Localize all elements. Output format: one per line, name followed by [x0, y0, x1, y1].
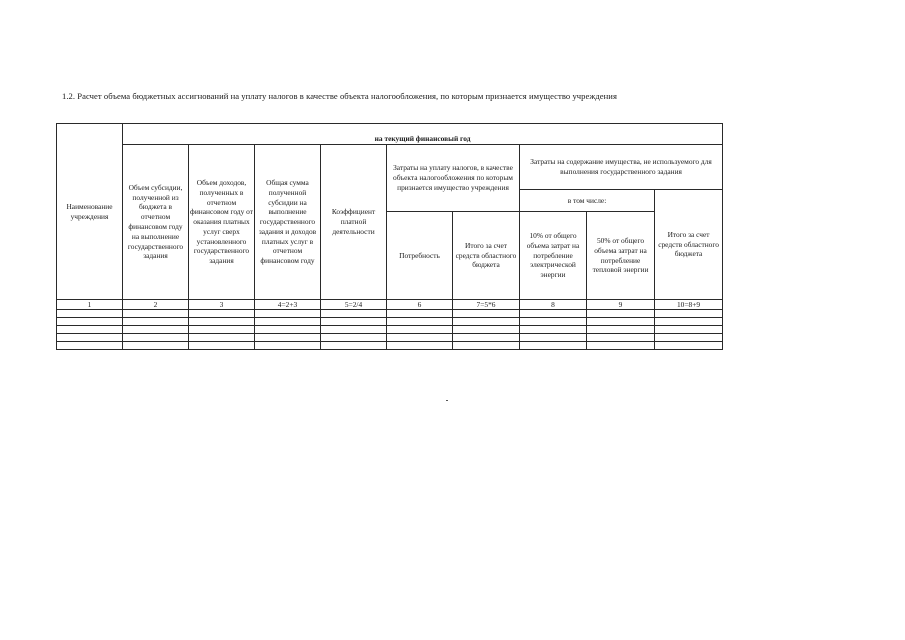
table-cell [321, 318, 387, 326]
table-cell [57, 342, 123, 350]
column-number: 5=2/4 [321, 300, 387, 310]
table-cell [655, 310, 723, 318]
table-cell [57, 334, 123, 342]
column-header-paid-activity-coefficient: Коэффициент платной деятельности [321, 145, 387, 300]
column-number: 7=5*6 [453, 300, 520, 310]
section-heading: 1.2. Расчет объема бюджетных ассигнований на уплату налогов в качестве объекта налогообложения, по которым признается имущество учреждения [62, 91, 617, 101]
table-row [57, 326, 723, 334]
table-cell [520, 326, 587, 334]
table-cell [587, 342, 655, 350]
table-cell [123, 310, 189, 318]
column-header-maintenance-regional-total: Итого за счет средств областного бюджета [655, 190, 723, 300]
column-header-need: Потребность [387, 212, 453, 300]
table-cell [255, 326, 321, 334]
table-cell [123, 334, 189, 342]
table-row [57, 342, 723, 350]
table-cell [321, 334, 387, 342]
table-cell [655, 326, 723, 334]
table-cell [255, 334, 321, 342]
subheader-including: в том числе: [520, 190, 655, 212]
table-cell [123, 326, 189, 334]
table-cell [321, 310, 387, 318]
table-cell [255, 342, 321, 350]
table-cell [123, 342, 189, 350]
table-cell [453, 326, 520, 334]
table-cell [387, 342, 453, 350]
column-number: 1 [57, 300, 123, 310]
table-cell [189, 318, 255, 326]
column-number: 10=8+9 [655, 300, 723, 310]
column-number: 3 [189, 300, 255, 310]
column-number: 8 [520, 300, 587, 310]
scan-speck [446, 400, 448, 401]
column-number: 9 [587, 300, 655, 310]
table-cell [387, 326, 453, 334]
table-cell [321, 342, 387, 350]
table-cell [321, 326, 387, 334]
table-cell [57, 326, 123, 334]
table-cell [453, 334, 520, 342]
table-cell [655, 334, 723, 342]
column-number: 6 [387, 300, 453, 310]
column-header-electricity-share: 10% от общего объема затрат на потребление электрической энергии [520, 212, 587, 300]
table-row [57, 318, 723, 326]
table-cell [520, 334, 587, 342]
table-cell [123, 318, 189, 326]
header-current-fiscal-year: на текущий финансовый год [123, 124, 723, 145]
table-row [57, 310, 723, 318]
table-cell [57, 318, 123, 326]
table-cell [587, 310, 655, 318]
table-cell [189, 326, 255, 334]
table-cell [587, 326, 655, 334]
table-cell [520, 318, 587, 326]
table-cell [587, 334, 655, 342]
group-header-tax-costs: Затраты на уплату налогов, в качестве объекта налогообложения по которым признается имущество учреждения [387, 145, 520, 212]
table-cell [57, 310, 123, 318]
table-cell [587, 318, 655, 326]
table-cell [655, 318, 723, 326]
column-numbers-row [57, 300, 723, 310]
column-number: 2 [123, 300, 189, 310]
table-cell [255, 318, 321, 326]
table-cell [520, 310, 587, 318]
column-header-institution-name: Наименование учреждения [57, 124, 123, 300]
table-cell [453, 342, 520, 350]
column-number: 4=2+3 [255, 300, 321, 310]
table-cell [387, 318, 453, 326]
table-cell [387, 334, 453, 342]
table-cell [520, 342, 587, 350]
budget-allocation-table [56, 123, 723, 350]
table-cell [387, 310, 453, 318]
table-cell [189, 310, 255, 318]
group-header-maintenance-costs: Затраты на содержание имущества, не используемого для выполнения государственного задания [520, 145, 723, 190]
column-header-tax-regional-total: Итого за счет средств областного бюджета [453, 212, 520, 300]
table-cell [453, 318, 520, 326]
table-cell [189, 334, 255, 342]
column-header-subsidy: Объем субсидии, полученной из бюджета в отчетном финансовом году на выполнение государственного задания [123, 145, 189, 300]
table-row [57, 334, 723, 342]
table-cell [655, 342, 723, 350]
table-cell [255, 310, 321, 318]
column-header-total-amount: Общая сумма полученной субсидии на выполнение государственного задания и доходов платных услуг в отчетном финансовом году [255, 145, 321, 300]
table-cell [189, 342, 255, 350]
column-header-paid-income: Объем доходов, полученных в отчетном финансовом году от оказания платных услуг сверх установленного государственного задания [189, 145, 255, 300]
column-header-heat-share: 50% от общего объема затрат на потребление тепловой энергии [587, 212, 655, 300]
table-cell [453, 310, 520, 318]
